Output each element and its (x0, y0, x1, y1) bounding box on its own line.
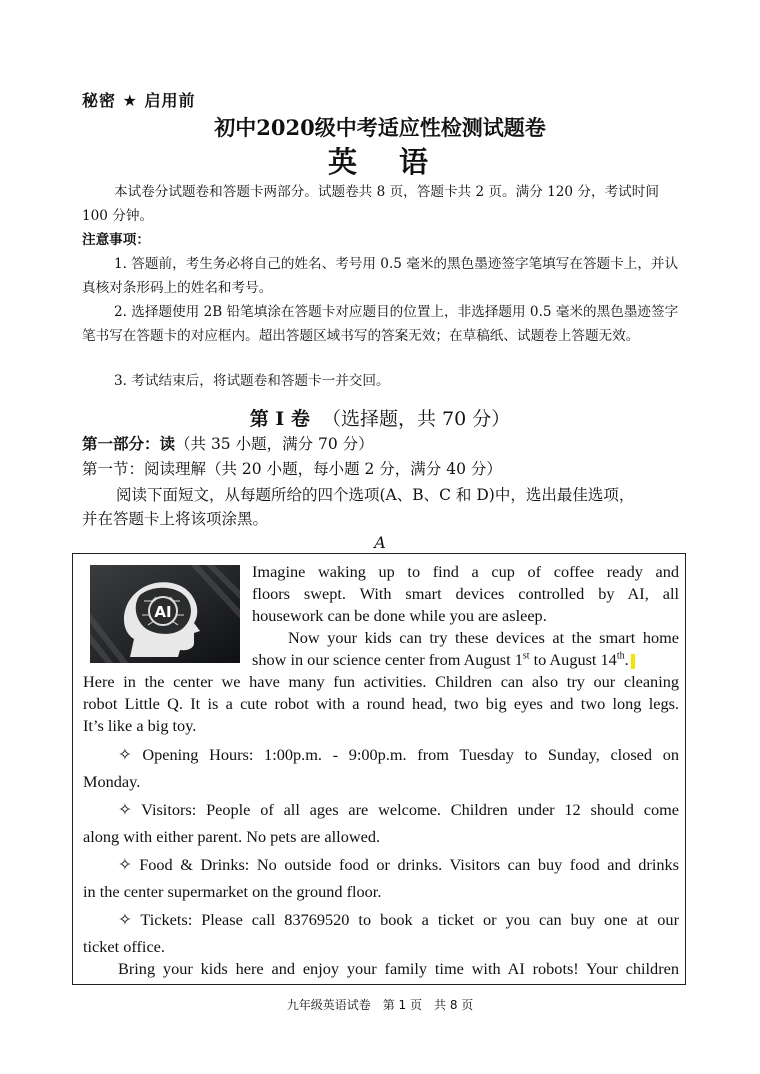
subject-char-1: 英 (327, 145, 361, 179)
note-item-2: 2. 选择题使用 2B 铅笔填涂在答题卡对应题目的位置上，非选择题用 0.5 毫米的黑色墨迹签字笔书写在答题卡的对应框内。超出答题区域书写的答案无效；在草稿纸、试题卷上答题无效。 (82, 304, 679, 344)
sup-th: th (616, 650, 625, 662)
passage-label: A (374, 533, 386, 552)
subject-title (0, 140, 760, 181)
section-title-bold: 第 I 卷 (249, 408, 310, 430)
note-item-3: 3. 考试结束后，将试题卷和答题卡一并交回。 (114, 373, 390, 389)
sup-st: st (522, 650, 530, 662)
visitors-line-2: along with either parent. No pets are allowed. (83, 827, 381, 846)
visitors-line: ✧ Visitors: People of all ages are welcome. Children under 12 should come (118, 800, 679, 819)
passage-line-5 (252, 649, 679, 671)
page-footer: 九年级英语试卷 第 1 页 共 8 页 (286, 998, 474, 1012)
passage-line-5-b: to August 14 (529, 650, 617, 669)
passage-line-3: housework can be done while you are asleep. (252, 606, 547, 625)
passage-line-4: Now your kids can try these devices at the smart home (288, 628, 679, 647)
passage-line-5-a: show in our science center from August 1 (252, 650, 523, 669)
intro-text: 本试卷分试题卷和答题卡两部分。试题卷共 8 页，答题卡共 2 页。满分 120 分，考试时间 100 分钟。 (82, 184, 659, 224)
section-title (0, 404, 760, 431)
passage-line-1: Imagine waking up to find a cup of coffee ready and (252, 562, 679, 581)
passage-line-6: Here in the center we have many fun activities. Children can also try our cleaning (83, 672, 679, 691)
ai-head-image (90, 565, 240, 663)
subject-char-2: 语 (399, 145, 433, 179)
instruction-line-1: 阅读下面短文，从每题所给的四个选项(A、B、C 和 D)中，选出最佳选项， (116, 486, 635, 504)
part-heading-rest: （共 35 小题，满分 70 分） (175, 435, 374, 453)
note-item-1: 1. 答题前，考生务必将自己的姓名、考号用 0.5 毫米的黑色墨迹签字笔填写在答题卡上，并认真核对条形码上的姓名和考号。 (82, 256, 679, 296)
ai-head-icon (90, 565, 240, 663)
section-title-rest: （选择题，共 70 分） (321, 408, 511, 430)
food-drinks-line: ✧ Food & Drinks: No outside food or drinks. Visitors can buy food and drinks (118, 855, 679, 874)
tickets-line: ✧ Tickets: Please call 83769520 to book a ticket or you can buy one at our (118, 910, 679, 929)
passage-line-8: It’s like a big toy. (83, 716, 197, 735)
secret-label: 秘密 ★ 启用前 (82, 91, 196, 110)
subsection-heading: 第一节：阅读理解（共 20 小题，每小题 2 分，满分 40 分） (82, 460, 502, 478)
tickets-line-2: ticket office. (83, 937, 165, 956)
svg-text:AI: AI (154, 603, 172, 621)
opening-hours-line-2: Monday. (83, 772, 141, 791)
food-drinks-line-2: in the center supermarket on the ground floor. (83, 882, 382, 901)
opening-hours-line: ✧ Opening Hours: 1:00p.m. - 9:00p.m. from Tuesday to Sunday, closed on (118, 745, 679, 764)
part-heading (82, 432, 374, 456)
passage-line-7: robot Little Q. It is a cute robot with a round head, two big eyes and two long legs. (83, 694, 679, 713)
part-heading-bold: 第一部分：读 (82, 435, 176, 453)
closing-line: Bring your kids here and enjoy your family time with AI robots! Your children (118, 959, 679, 978)
passage-line-2: floors swept. With smart devices controlled by AI, all (252, 584, 679, 603)
text-cursor (631, 654, 635, 669)
notes-heading: 注意事项： (82, 232, 150, 248)
exam-title: 初中2020级中考适应性检测试题卷 (214, 115, 546, 140)
instruction-line-2: 并在答题卡上将该项涂黑。 (82, 510, 269, 528)
passage-line-5-c: . (624, 650, 629, 669)
